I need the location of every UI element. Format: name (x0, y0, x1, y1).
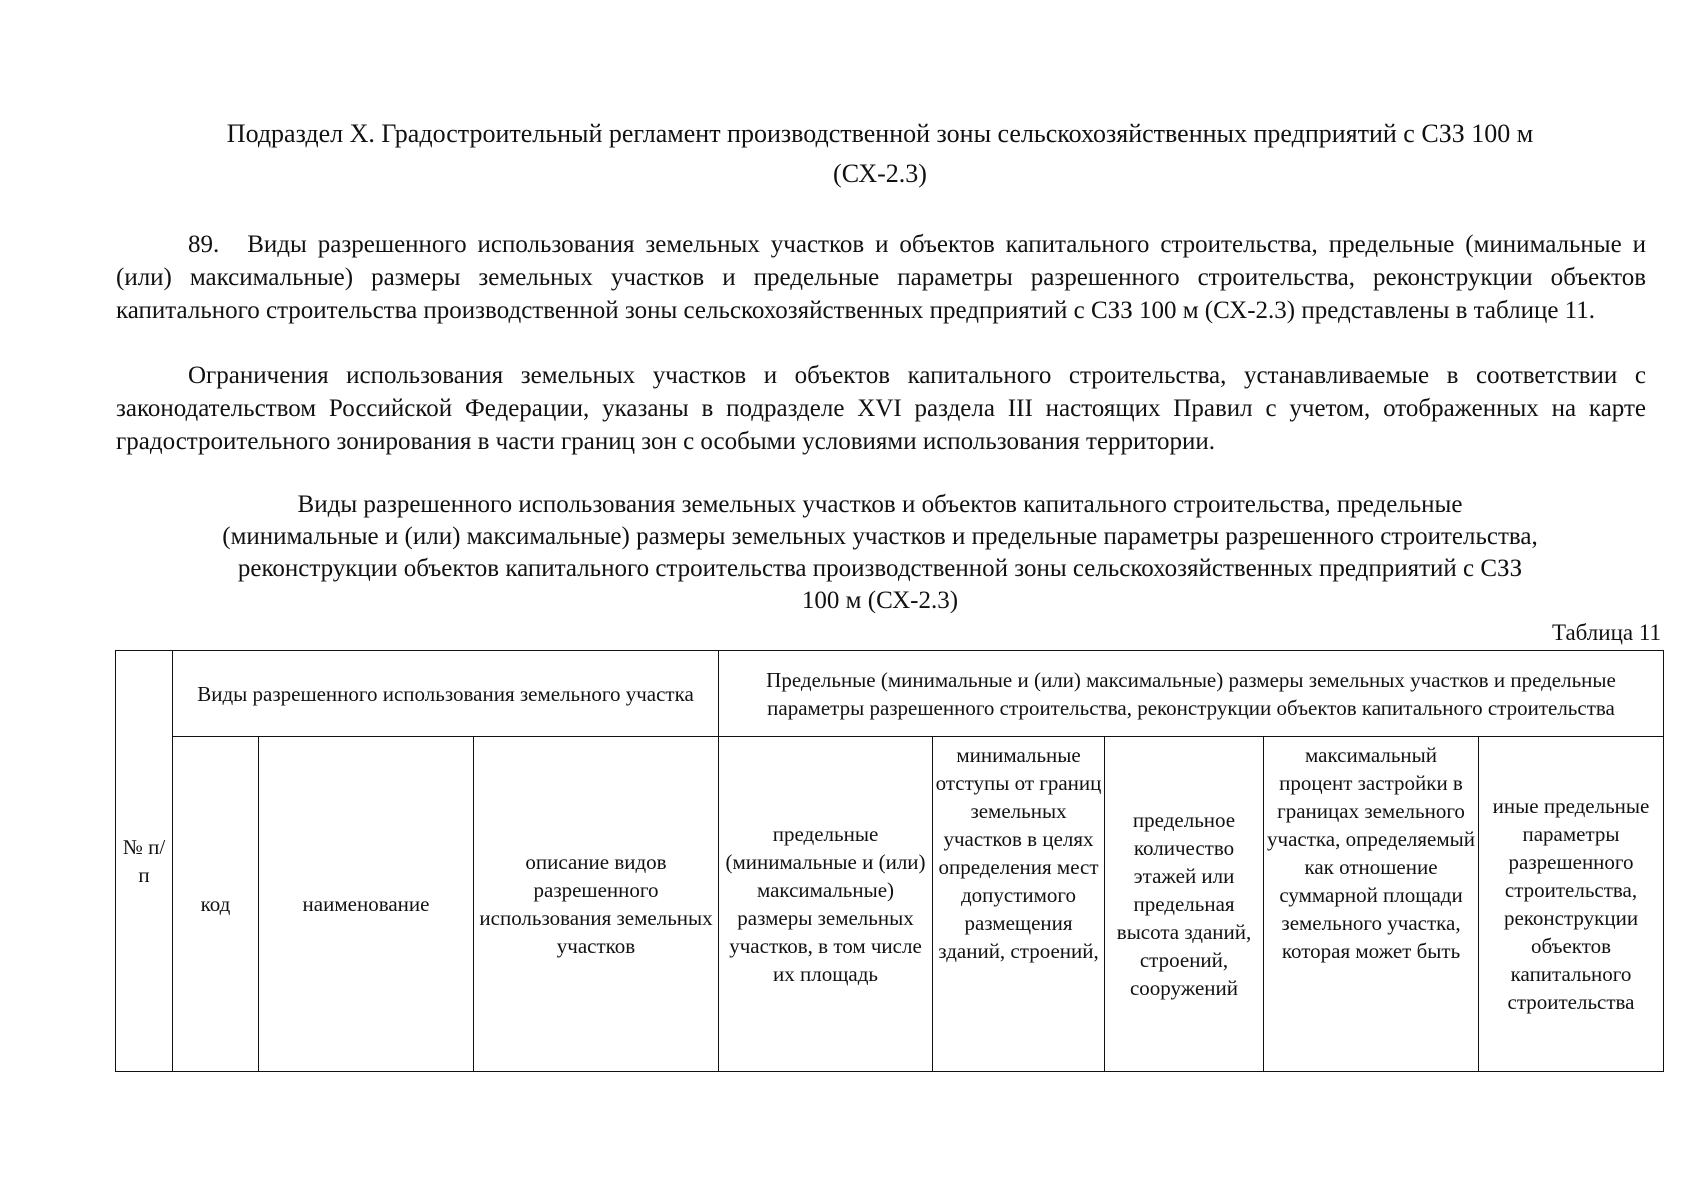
header-floors: предельное количество этажей или предельная высота зданий, строений, сооружений (1105, 737, 1264, 1072)
table-caption-line-2: (минимальные и (или) максимальные) размеры земельных участков и предельные параметры разрешенного строительства, (222, 523, 1538, 550)
header-number: № п/п (116, 651, 173, 1072)
paragraph-restrictions-text: Ограничения использования земельных участков и объектов капитального строительства, устанавливаемые в соответствии с законодательством Российской Федерации, указаны в подразделе XVI раздела III настоящих Правил с учетом, отображенных на карте градостроительного зонирования в части границ зон с особыми условиями использования территории. (116, 362, 1646, 455)
section-title (110, 114, 1650, 194)
paragraph-89 (116, 228, 1646, 327)
section-title-line-2: (СХ-2.3) (833, 159, 927, 188)
header-setbacks: минимальные отступы от границ земельных участков в целях определения мест допустимого размещения зданий, строений, (933, 737, 1105, 1072)
header-name: наименование (259, 737, 474, 1072)
section-title-line-1: Подраздел X. Градостроительный регламент производственной зоны сельскохозяйственных предприятий с СЗЗ 100 м (226, 119, 1534, 148)
table-header-row-2 (116, 737, 1664, 1072)
header-code: код (173, 737, 259, 1072)
paragraph-number: 89. (188, 231, 220, 258)
paragraph-restrictions (116, 359, 1646, 458)
regulation-table (115, 650, 1663, 1072)
header-coverage: максимальный процент застройки в границах земельного участка, определяемый как отношение суммарной площади земельного участка, которая может быть (1264, 737, 1479, 1072)
table-label: Таблица 11 (1551, 620, 1661, 645)
table-caption-line-3: реконструкции объектов капитального строительства производственной зоны сельскохозяйственных предприятий с СЗЗ (237, 555, 1523, 582)
table-caption (110, 489, 1650, 617)
header-plot-size: предельные (минимальные и (или) максимальные) размеры земельных участков, в том числе их площадь (719, 737, 933, 1072)
table-header-row-1 (116, 651, 1664, 737)
paragraph-89-text: Виды разрешенного использования земельных участков и объектов капитального строительства, предельные (минимальные и (или) максимальные) размеры земельных участков и предельные параметры разрешенного строительства, реконструкции объектов капитального строительства производственной зоны сельскохозяйственных предприятий с СЗЗ 100 м (СХ-2.3) представлены в таблице 11. (116, 231, 1646, 324)
table-caption-line-4: 100 м (СХ-2.3) (801, 587, 959, 614)
header-other-params: иные предельные параметры разрешенного строительства, реконструкции объектов капитального строительства (1479, 737, 1664, 1072)
header-use-group: Виды разрешенного использования земельного участка (173, 651, 719, 737)
header-description: описание видов разрешенного использования земельных участков (474, 737, 719, 1072)
header-limits-group: Предельные (минимальные и (или) максимальные) размеры земельных участков и предельные параметры разрешенного строительства, реконструкции объектов капитального строительства (719, 651, 1664, 737)
table-caption-line-1: Виды разрешенного использования земельных участков и объектов капитального строительства, предельные (297, 491, 1463, 518)
